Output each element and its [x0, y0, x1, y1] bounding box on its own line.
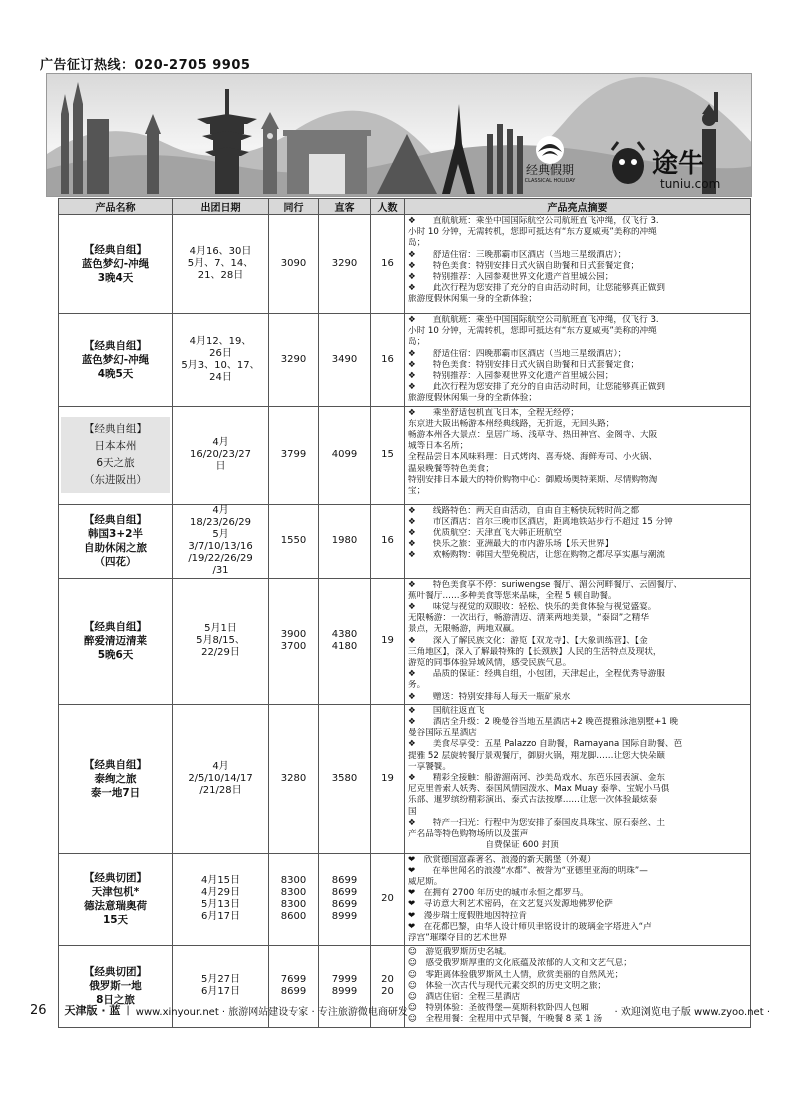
classical-holiday-emblem-icon [520, 134, 580, 184]
highlights-cell-line: ❖ 特别推荐：入园参观世界文化遗产首里城公园； [408, 272, 614, 283]
highlights-cell-line: 温泉晚餐等特色美食； [408, 463, 494, 474]
direct-price-cell [319, 704, 371, 853]
table-row [59, 406, 751, 504]
highlights-cell-line: 产名品等特色购物场所以及蛋声 [408, 829, 529, 840]
highlights-cell-line: 旅游度假休闲集一身的全新体验； [408, 393, 537, 404]
highlights-cell-line: 岛； [408, 238, 426, 249]
direct-price-cell [319, 314, 371, 407]
departure-dates-cell [173, 704, 269, 853]
group-size-cell-line: 16 [381, 353, 394, 365]
product-name-cell [59, 314, 173, 407]
departure-dates-cell-line: 5月8/15、 [196, 635, 245, 647]
table-row [59, 314, 751, 407]
product-name [61, 620, 170, 662]
peer-price-cell-line: 3799 [280, 449, 307, 461]
peer-price-cell [269, 215, 319, 314]
departure-dates-cell-line: 4月 [212, 437, 229, 449]
departure-dates-cell [173, 314, 269, 407]
highlights-cell [405, 853, 751, 946]
product-name [61, 417, 170, 493]
highlights-cell-line: ❖ 此次行程为您安排了充分的自由活动时间，让您能够真正做到 [408, 382, 665, 393]
departure-dates-cell-line: 日 [215, 461, 226, 473]
departure-dates-cell-line: 18/23/26/29 [189, 517, 251, 529]
product-name-line: 【经典自组】 [84, 423, 147, 436]
product-name [61, 513, 170, 569]
highlights-cell-line: ❖ 舒适住宿：三晚那霸市区酒店（当地三星级酒店）； [408, 249, 627, 260]
product-name-line: 3晚4天 [97, 272, 134, 284]
classical-holiday-cn: 经典假期 [525, 163, 575, 177]
highlights-cell-line: ❖ 市区酒店：首尔三晚市区酒店，距离地铁站步行不超过 15 分钟 [408, 516, 673, 527]
table-row [59, 215, 751, 314]
departure-dates-cell [173, 504, 269, 578]
product-name-line: 醉爱清迈清莱 [84, 635, 147, 648]
product-name-cell [59, 704, 173, 853]
peer-price-cell-line: 3290 [280, 353, 307, 365]
group-size-cell [371, 504, 405, 578]
product-name-line: 【经典自组】 [84, 339, 147, 352]
highlights-cell [405, 215, 751, 314]
highlights-cell-line: 一享饕餮。 [408, 761, 451, 772]
direct-price-cell-line: 3290 [331, 258, 358, 269]
group-size-cell [371, 314, 405, 407]
direct-price-cell-line: 8699 [331, 899, 358, 911]
direct-price-cell [319, 406, 371, 504]
departure-dates-cell-line: /19/22/26/29 [188, 553, 253, 565]
product-name [61, 758, 170, 800]
highlights-cell-line: ❖ 品质的保证：经典自组，小包团，天津起止，全程优秀导游服 [408, 669, 665, 680]
highlights-cell-line: ❖ 直航航班：乘坐中国国际航空公司航班直飞冲绳，仅飞行 3. [408, 315, 659, 325]
highlights-cell-line: 宝； [408, 486, 426, 497]
product-name-line: 自助休闲之旅 [84, 542, 147, 555]
peer-price-cell-line: 3700 [280, 641, 307, 653]
departure-dates-cell-line: 4月 [212, 505, 229, 517]
direct-price-cell-line: 7999 [331, 974, 358, 986]
direct-price-cell-line: 3580 [331, 772, 358, 784]
highlights-cell-line: ❖ 味觉与视觉的双眼收：轻松、快乐的美食体验与视觉盛宴。 [408, 602, 657, 613]
product-name-line: 15天 [102, 914, 129, 927]
tuniu-logo [606, 138, 736, 198]
product-name-cell [59, 215, 173, 314]
group-size-cell-line: 20 [381, 974, 394, 986]
departure-dates-cell-line: 5月27日 [200, 974, 241, 986]
highlights-cell-line: 国 [408, 806, 417, 817]
product-name-line: 俄罗斯一地 [89, 980, 142, 993]
highlights-cell-line: 无限畅游：一次出行，畅游清迈、清莱两地美景，“泰囧”之精华 [408, 613, 649, 624]
departure-dates-cell [173, 853, 269, 946]
direct-price-cell-line: 4180 [331, 641, 358, 653]
group-size-cell [371, 578, 405, 704]
header-group-size: 人数 [371, 199, 405, 215]
peer-price-cell [269, 314, 319, 407]
header-product-name: 产品名称 [59, 199, 173, 215]
highlights-cell-line: ❖ 精彩全接触：船游湄南河、沙美岛戏水、东芭乐园表演、金东 [408, 773, 665, 784]
highlights-cell-line: ❖ 线路特色：两天自由活动，自由自主畅快玩转时尚之都 [408, 505, 640, 516]
direct-price-cell [319, 578, 371, 704]
product-name-line: 【经典自组】 [84, 514, 147, 527]
page-number: 26 [30, 1002, 47, 1018]
peer-price-cell-line: 8699 [280, 986, 307, 998]
highlights-cell [405, 406, 751, 504]
product-name [61, 871, 170, 927]
tuniu-en: tuniu.com [660, 177, 721, 191]
product-name-line: 日本本州 [94, 440, 137, 453]
footer-site-slogan: www.xinyour.net · 旅游网站建设专家 · 专注旅游微电商研发 [135, 1006, 408, 1018]
edition-label: 天津版 · 蓝 [64, 1004, 121, 1017]
direct-price-cell-line: 8999 [331, 986, 358, 998]
product-name-line: 蓝色梦幻-冲绳 [81, 258, 150, 270]
direct-price-cell-line: 8999 [331, 911, 358, 923]
direct-price-cell-line: 8699 [331, 875, 358, 887]
header-peer-price: 同行 [269, 199, 319, 215]
group-size-cell [371, 406, 405, 504]
highlights-cell-line: ☺ 全程用餐：全程用中式早餐，午晚餐 8 菜 1 汤 [408, 1014, 603, 1025]
highlights-cell-line: ❖ 赠送：特别安排每人每天一瓶矿泉水 [408, 691, 571, 702]
group-size-cell-line: 20 [381, 893, 394, 905]
product-name-line: 4晚5天 [97, 367, 134, 380]
classical-holiday-en: CLASSICAL HOLIDAY [524, 178, 576, 184]
highlights-cell-line: ☺ 零距离体验俄罗斯风土人情，欣赏美丽的自然风光； [408, 969, 624, 980]
departure-dates-cell-line: 6月17日 [200, 986, 241, 998]
table-row [59, 578, 751, 704]
group-size-cell [371, 704, 405, 853]
departure-dates-cell-line: 5月、7、14、 [187, 258, 254, 269]
departure-dates-cell-line: 4月12、19、 [189, 335, 252, 347]
table-row [59, 704, 751, 853]
departure-dates-cell-line: 22/29日 [201, 647, 240, 659]
highlights-cell-line: 小时 10 分钟，无需转机，您即可抵达有“东方夏威夷”美称的冲绳 [408, 326, 657, 337]
table-row [59, 504, 751, 578]
group-size-cell [371, 853, 405, 946]
highlights-cell-line: ❤ 漫步瑞士度假胜地因特拉肯 [408, 910, 527, 921]
direct-price-cell [319, 215, 371, 314]
product-name-line: 6天之旅 [96, 457, 135, 470]
direct-price-cell-line: 8699 [331, 887, 358, 899]
departure-dates-cell-line: /21/28日 [199, 784, 242, 796]
group-size-cell-line: 15 [381, 449, 394, 461]
peer-price-cell-line: 8300 [280, 875, 307, 887]
product-name [61, 243, 170, 285]
highlights-cell-line: 小时 10 分钟，无需转机，您即可抵达有“东方夏威夷”美称的冲绳 [408, 227, 657, 238]
highlights-cell-line: ❖ 特色美食：特别安排日式火锅自助餐和日式套餐定食； [408, 359, 640, 370]
group-size-cell-line: 16 [381, 258, 394, 269]
departure-dates-cell-line: 5月1日 [204, 623, 237, 635]
highlights-cell-line: ❖ 特别推荐：入园参观世界文化遗产首里城公园； [408, 371, 614, 382]
highlights-cell-line: ❖ 特色美食：特别安排日式火锅自助餐和日式套餐定食； [408, 260, 640, 271]
highlights-cell-line: ❤ 在拥有 2700 年历史的城市永恒之都罗马。 [408, 888, 589, 899]
product-name-line: （东进阪出） [84, 474, 147, 487]
highlights-cell-line: ❖ 欢畅购物：韩国大型免税店，让您在购物之都尽享实惠与潮流 [408, 550, 665, 561]
highlights-cell-line: 旅游度假休闲集一身的全新体验； [408, 294, 537, 305]
direct-price-cell-line: 4099 [331, 449, 358, 461]
direct-price-cell [319, 853, 371, 946]
highlights-cell-line: 提雅 52 层旋转餐厅景观餐厅，御厨火锅，翔龙脚……让您大快朵颐 [408, 750, 666, 761]
highlights-cell-line: ❖ 深入了解民族文化：游览【双龙寺】、【大象训练营】、【金 [408, 635, 648, 646]
departure-dates-cell [173, 406, 269, 504]
header-departure-date: 出团日期 [173, 199, 269, 215]
highlights-cell-line: ☺ 酒店住宿：全程三星酒店 [408, 991, 521, 1002]
departure-dates-cell-line: 4月29日 [200, 887, 241, 899]
departure-dates-cell-line: 4月15日 [200, 875, 241, 887]
product-name-cell [59, 853, 173, 946]
highlights-cell-line: ☺ 游览俄罗斯历史名城。 [408, 947, 512, 958]
peer-price-cell [269, 853, 319, 946]
product-name-line: 5晚6天 [97, 649, 134, 662]
highlights-cell-line: ❖ 快乐之旅：亚洲最大的市内游乐场【乐天世界】 [408, 539, 614, 550]
product-name-line: 德法意瑞奥荷 [84, 900, 147, 913]
highlights-cell-line: 特别安排日本最大的特价购物中心：御殿场奥特莱斯、尽情购物淘 [408, 474, 658, 485]
highlights-cell-line: 尼克里普索人妖秀、泰国风情园泼水、Max Muay 泰拳、宝妮小马俱 [408, 784, 670, 795]
departure-dates-cell-line: 2/5/10/14/17 [188, 772, 253, 784]
highlights-cell-line: ❖ 优质航空：天津直飞大韩正班航空 [408, 528, 562, 539]
product-name-cell [59, 578, 173, 704]
departure-dates-cell [173, 215, 269, 314]
departure-dates-cell-line: 5月13日 [200, 899, 241, 911]
highlights-cell-line: ❖ 此次行程为您安排了充分的自由活动时间，让您能够真正做到 [408, 283, 665, 294]
group-size-cell-line: 20 [381, 986, 394, 998]
highlights-cell [405, 314, 751, 407]
product-name-line: 蓝色梦幻-冲绳 [81, 353, 150, 366]
departure-dates-cell-line: 4月 [212, 760, 229, 772]
highlights-cell-line: ❖ 特产一扫光：行程中为您安排了泰国皮具珠宝、原石泰丝、土 [408, 817, 665, 828]
peer-price-cell [269, 406, 319, 504]
direct-price-cell [319, 504, 371, 578]
highlights-cell-line: ❖ 美食尽享受：五星 Palazzo 自助餐，Ramayana 国际自助餐、芭 [408, 739, 683, 750]
highlights-cell-line: 游览的同事体验异域风情，感受民族气息。 [408, 658, 572, 669]
departure-dates-cell-line: 3/7/10/13/16 [188, 541, 253, 553]
peer-price-cell-line: 3280 [280, 772, 307, 784]
product-name-cell [59, 406, 173, 504]
table-row [59, 853, 751, 946]
tuniu-cow-logo-icon [606, 138, 736, 194]
highlights-cell-line: 景点，无限畅游，两地双赢。 [408, 624, 520, 635]
product-name-line: 泰一地7日 [90, 786, 141, 799]
peer-price-cell [269, 578, 319, 704]
highlights-cell-line: ❖ 酒店全升级：2 晚曼谷当地五星酒店+2 晚芭提雅泳池别墅+1 晚 [408, 717, 679, 728]
highlights-cell-line: 城等日本名所； [408, 441, 469, 452]
departure-dates-cell-line: 16/20/23/27 [189, 449, 251, 461]
highlights-cell-line: ❤ 欣赏德国富森著名、浪漫的新天鹅堡（外观） [408, 854, 596, 865]
highlights-cell-line: 蕉叶餐厅……多种美食等您来品味，全程 5 顿自助餐。 [408, 590, 617, 601]
direct-price-cell-line: 1980 [331, 535, 358, 547]
highlights-cell-line: ❖ 乘坐舒适包机直飞日本，全程无经停； [408, 407, 579, 418]
departure-dates-cell-line: 6月17日 [200, 911, 241, 923]
highlights-cell-line: 东京进大阪出畅游本州经典线路，无折返，无回头路； [408, 418, 615, 429]
highlights-cell-line: ❖ 国航往返直飞 [408, 705, 485, 716]
highlights-cell-line: ☺ 体验一次古代与现代元素交织的历史文明之旅； [408, 980, 607, 991]
highlights-cell-line: ☺ 感受俄罗斯厚重的文化底蕴及浓郁的人文和文艺气息； [408, 958, 632, 969]
highlights-cell-line: 岛； [408, 337, 426, 348]
product-name-line: 【经典自组】 [84, 244, 147, 256]
product-name-line: 【经典自组】 [84, 621, 147, 634]
group-size-cell [371, 215, 405, 314]
peer-price-cell-line: 8300 [280, 899, 307, 911]
peer-price-cell [269, 504, 319, 578]
highlights-cell [405, 578, 751, 704]
highlights-cell-line: 乐部、暹罗缤纷精彩演出、泰式古法按摩……让您一次体验最炫泰 [408, 795, 658, 806]
product-name [61, 339, 170, 381]
header-direct-price: 直客 [319, 199, 371, 215]
departure-dates-cell-line: 5月 [212, 529, 229, 541]
peer-price-cell [269, 704, 319, 853]
product-name-line: 8日之旅 [96, 994, 135, 1007]
highlights-cell-line: 威尼斯。 [408, 876, 443, 887]
peer-price-cell-line: 8300 [280, 887, 307, 899]
product-name-line: 【经典切团】 [84, 872, 147, 885]
product-name-line: 天津包机* [91, 886, 140, 899]
highlights-cell-line: ☺ 特别体验：圣彼得堡—莫斯科软卧四人包厢 [408, 1003, 589, 1014]
table-header-row [59, 199, 751, 215]
departure-dates-cell-line: 4月16、30日 [189, 246, 252, 257]
page-footer [30, 1000, 770, 1020]
highlights-cell-line: 全程品尝日本风味料理：日式烤肉、喜寿烧、海鲜寿司、小火锅、 [408, 452, 658, 463]
departure-dates-cell-line: 26日 [209, 347, 232, 359]
highlights-cell [405, 504, 751, 578]
group-size-cell-line: 16 [381, 535, 394, 547]
direct-price-cell-line: 4380 [331, 629, 358, 641]
highlights-cell-line: ❤ 寻访意大利艺术密码，在文艺复兴发源地佛罗伦萨 [408, 899, 613, 910]
header-highlights: 产品亮点摘要 [405, 199, 751, 215]
tuniu-cn: 途牛 [652, 149, 705, 179]
highlights-cell-line: 三角地区】，深入了解最特殊的【长颈族】人民的生活特点及现状， [408, 646, 662, 657]
highlights-cell-line: ❤ 在举世闻名的浪漫“水都”、被誉为“亚德里亚海的明珠”— [408, 865, 648, 876]
ad-hotline: 广告征订热线：020-2705 9905 [40, 58, 251, 73]
highlights-cell-line: 务。 [408, 680, 426, 691]
product-name-cell [59, 504, 173, 578]
group-size-cell-line: 19 [381, 772, 394, 784]
departure-dates-cell-line: /31 [212, 565, 229, 577]
peer-price-cell-line: 7699 [280, 974, 307, 986]
peer-price-cell-line: 3090 [280, 258, 307, 269]
highlights-cell-line: ❖ 特色美食享不停：suriwengse 餐厅、湄公河畔餐厅、云固餐厅、 [408, 579, 683, 590]
highlights-cell-line: 畅游本州各大景点：皇居广场、浅草寺、热田神宫、金阁寺、大阪 [408, 430, 658, 441]
highlights-cell [405, 704, 751, 853]
group-size-cell-line: 19 [381, 635, 394, 647]
peer-price-cell-line: 1550 [280, 535, 307, 547]
product-name-line: 泰绚之旅 [94, 772, 137, 785]
departure-dates-cell-line: 21、28日 [197, 270, 244, 281]
highlights-cell-line: 浮宫”璀璨夺目的艺术世界 [408, 932, 507, 943]
footer-e-edition-link[interactable]: · 欢迎浏览电子版 www.zyoo.net · [614, 1006, 770, 1018]
departure-dates-cell-line: 5月3、10、17、 [181, 359, 260, 371]
product-name-line: 【经典自组】 [84, 758, 147, 771]
highlights-cell-line: ❤ 在花都巴黎，由华人设计师贝聿铭设计的玻璃金字塔进入“卢 [408, 921, 652, 932]
highlights-cell-line: 自费保证 600 封顶 [408, 840, 559, 851]
classical-holiday-logo [520, 134, 580, 188]
footer-separator: | [126, 1004, 130, 1016]
product-name-line: 韩国3+2半 [88, 528, 143, 541]
direct-price-cell-line: 3490 [331, 353, 358, 365]
peer-price-cell-line: 3900 [280, 629, 307, 641]
tour-products-table [58, 198, 751, 1028]
highlights-cell-line: ❖ 直航航班：乘坐中国国际航空公司航班直飞冲绳，仅飞行 3. [408, 216, 659, 226]
product-name-line: 【经典切团】 [84, 966, 147, 979]
departure-dates-cell [173, 578, 269, 704]
highlights-cell-line: 曼谷国际五星酒店 [408, 728, 477, 739]
peer-price-cell-line: 8600 [280, 911, 307, 923]
product-name-line: （四花） [94, 556, 137, 569]
departure-dates-cell-line: 24日 [209, 371, 232, 383]
highlights-cell-line: ❖ 舒适住宿：四晚那霸市区酒店（当地三星级酒店）； [408, 348, 627, 359]
